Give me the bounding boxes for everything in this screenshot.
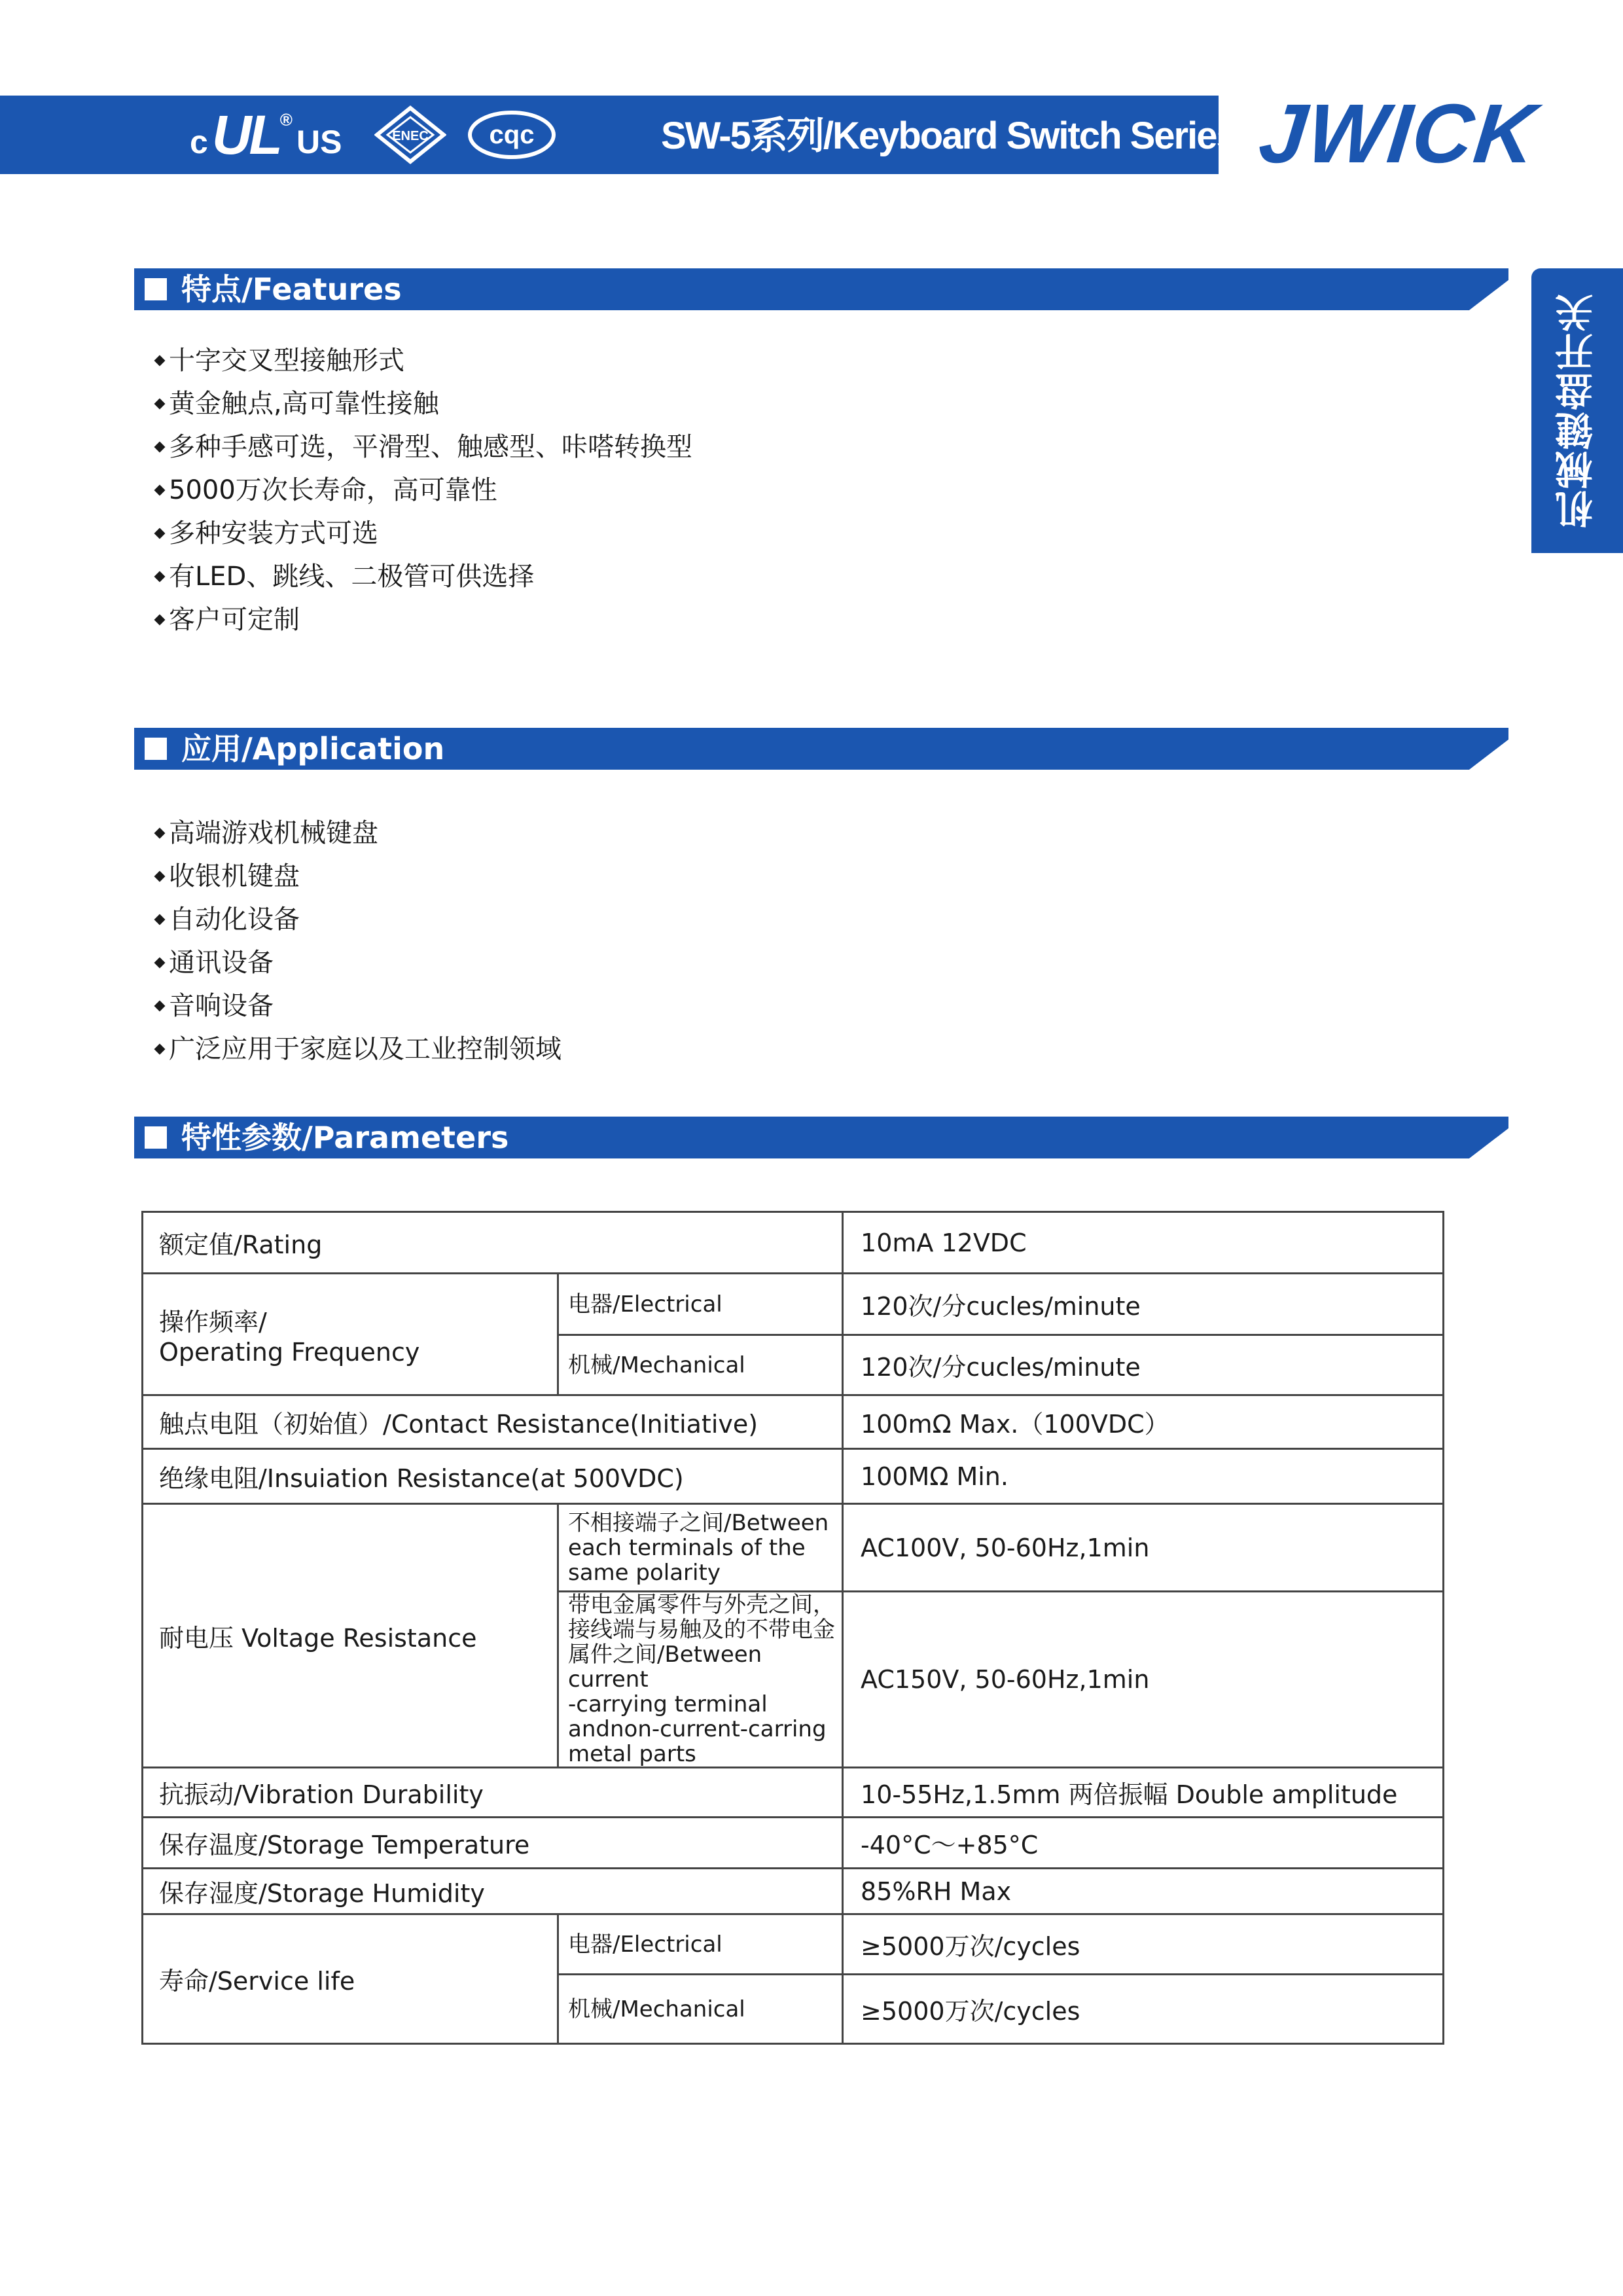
storage-humidity-value: 85%RH Max: [843, 1869, 1444, 1914]
table-row: [143, 1768, 1444, 1818]
list-item: 收银机键盘: [152, 855, 562, 898]
bullet-diamond-icon: [154, 871, 166, 882]
bullet-diamond-icon: [154, 615, 166, 626]
parameters-section-bar: [134, 1117, 1508, 1158]
application-heading: [134, 728, 444, 770]
certification-logos: [190, 103, 558, 166]
list-item: 黄金触点,高可靠性接触: [152, 382, 692, 425]
service-life-electrical-label: 电器/Electrical: [558, 1914, 843, 1975]
service-life-mechanical-label: 机械/Mechanical: [558, 1975, 843, 2044]
series-title: SW-5系列/Keyboard Switch Series: [661, 115, 1236, 157]
table-row: [143, 1212, 1444, 1274]
section-square-icon: [145, 278, 167, 300]
voltage-sub2-value: AC150V, 50-60Hz,1min: [843, 1592, 1444, 1768]
frequency-label-en: Operating Frequency: [159, 1338, 420, 1367]
list-item: 客户可定制: [152, 598, 692, 641]
side-category-label: 机械键盘开关: [1555, 293, 1599, 529]
enec-logo-icon: [374, 105, 446, 164]
bullet-diamond-icon: [154, 1044, 166, 1055]
frequency-mechanical-value: 120次/分cucles/minute: [843, 1335, 1444, 1395]
features-list: [152, 339, 692, 641]
voltage-sub2-label: 带电金属零件与外壳之间， 接线端与易触及的不带电金 属件之间/Between current -carrying terminal andnon-current-carring metal parts: [558, 1592, 843, 1768]
service-life-label: 寿命/Service life: [143, 1914, 558, 2044]
insulation-label: 绝缘电阻/Insuiation Resistance(at 500VDC): [143, 1449, 843, 1504]
bullet-diamond-icon: [154, 914, 166, 925]
list-item: 十字交叉型接触形式: [152, 339, 692, 382]
voltage-label: 耐电压 Voltage Resistance: [143, 1504, 558, 1768]
parameters-title: 特性参数/Parameters: [181, 1120, 509, 1155]
service-life-mechanical-value: ≥5000万次/cycles: [843, 1975, 1444, 2044]
cul-us-mark: [190, 104, 342, 166]
table-row: [143, 1274, 1444, 1335]
brand-logo: JWICK: [1255, 87, 1542, 181]
insulation-value: 100MΩ Min.: [843, 1449, 1444, 1504]
application-list: [152, 812, 562, 1071]
voltage-sub1-value: AC100V, 50-60Hz,1min: [843, 1504, 1444, 1592]
table-row: [143, 1395, 1444, 1449]
frequency-label-cn: 操作频率/: [159, 1308, 267, 1336]
bullet-diamond-icon: [154, 571, 166, 583]
list-item: 广泛应用于家庭以及工业控制领域: [152, 1028, 562, 1071]
list-item: 5000万次长寿命，高可靠性: [152, 469, 692, 512]
storage-temp-label: 保存温度/Storage Temperature: [143, 1818, 843, 1869]
list-item: 高端游戏机械键盘: [152, 812, 562, 855]
list-item: 通讯设备: [152, 941, 562, 984]
contact-resistance-value: 100mΩ Max.（100VDC）: [843, 1395, 1444, 1449]
bullet-diamond-icon: [154, 1001, 166, 1012]
frequency-electrical-label: 电器/Electrical: [558, 1274, 843, 1335]
vibration-value: 10-55Hz,1.5mm 两倍振幅 Double amplitude: [843, 1768, 1444, 1818]
frequency-electrical-value: 120次/分cucles/minute: [843, 1274, 1444, 1335]
parameters-table: [141, 1211, 1444, 2045]
voltage-sub1-label: 不相接端子之间/Between each terminals of the same polarity: [558, 1504, 843, 1592]
table-row: [143, 1504, 1444, 1592]
features-section-bar: [134, 268, 1508, 310]
registered-mark: ®: [279, 110, 293, 130]
features-title: 特点/Features: [181, 272, 402, 307]
parameters-heading: [134, 1117, 508, 1158]
table-row: [143, 1914, 1444, 1975]
cqc-logo-text: cqc: [489, 120, 535, 149]
table-row: [143, 1869, 1444, 1914]
cul-us-text: US: [296, 124, 342, 160]
rating-label: 额定值/Rating: [143, 1212, 843, 1274]
enec-logo-text: ENEC: [392, 129, 429, 143]
bullet-diamond-icon: [154, 399, 166, 410]
storage-temp-value: -40°C～+85°C: [843, 1818, 1444, 1869]
list-item: 自动化设备: [152, 898, 562, 941]
frequency-label: [143, 1274, 558, 1395]
bullet-diamond-icon: [154, 528, 166, 539]
ul-logo-text: UL: [211, 104, 280, 166]
contact-resistance-label: 触点电阻（初始值）/Contact Resistance(Initiative): [143, 1395, 843, 1449]
vibration-label: 抗振动/Vibration Durability: [143, 1768, 843, 1818]
rating-value: 10mA 12VDC: [843, 1212, 1444, 1274]
section-square-icon: [145, 1126, 167, 1149]
list-item: 多种手感可选，平滑型、触感型、咔嗒转换型: [152, 425, 692, 469]
frequency-mechanical-label: 机械/Mechanical: [558, 1335, 843, 1395]
service-life-electrical-value: ≥5000万次/cycles: [843, 1914, 1444, 1975]
application-title: 应用/Application: [181, 731, 445, 766]
list-item: 有LED、跳线、二极管可供选择: [152, 555, 692, 598]
list-item: 音响设备: [152, 984, 562, 1028]
application-section-bar: [134, 728, 1508, 770]
table-row: [143, 1449, 1444, 1504]
list-item: 多种安装方式可选: [152, 512, 692, 555]
bullet-diamond-icon: [154, 355, 166, 367]
bullet-diamond-icon: [154, 828, 166, 839]
section-square-icon: [145, 738, 167, 760]
features-heading: [134, 268, 402, 310]
bullet-diamond-icon: [154, 442, 166, 453]
table-row: [143, 1818, 1444, 1869]
bullet-diamond-icon: [154, 485, 166, 496]
storage-humidity-label: 保存湿度/Storage Humidity: [143, 1869, 843, 1914]
cqc-logo-icon: [466, 109, 558, 160]
bullet-diamond-icon: [154, 958, 166, 969]
cul-c-text: c: [190, 124, 208, 160]
